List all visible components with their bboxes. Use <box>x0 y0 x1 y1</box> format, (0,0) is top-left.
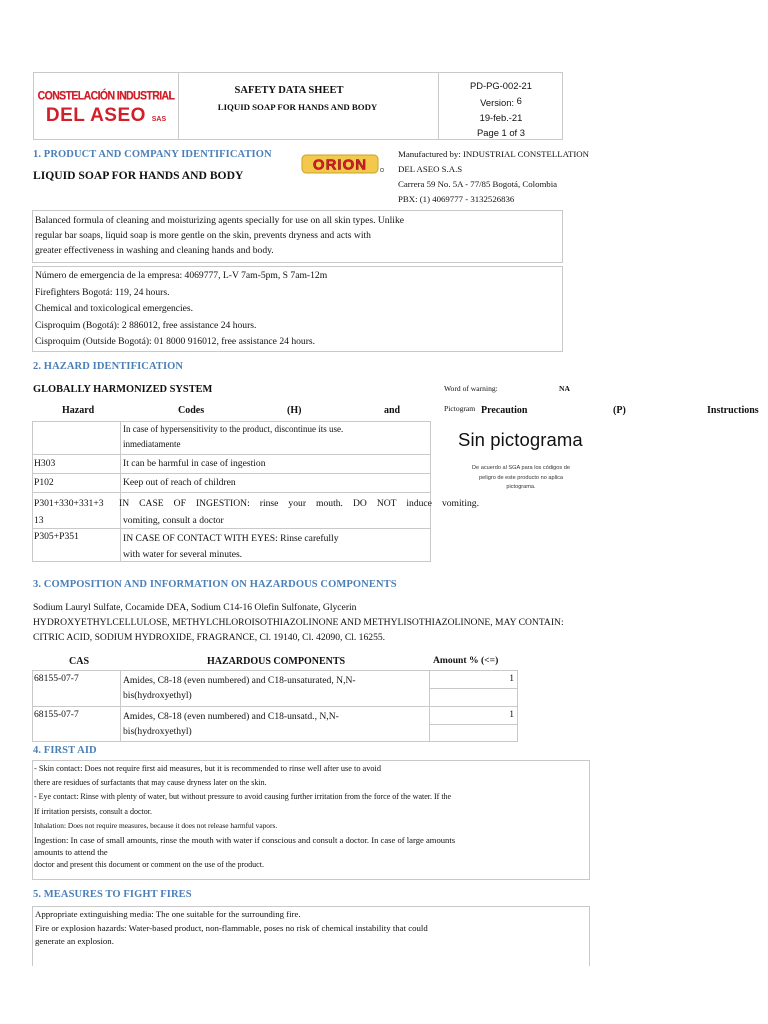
doc-page: Page 1 of 3 <box>477 127 525 138</box>
emergency-line: Cisproquim (Outside Bogotá): 01 8000 916012, free assistance 24 hours. <box>35 336 316 348</box>
warning-label: Word of warning: <box>444 384 498 393</box>
fire-measures-text: Appropriate extinguishing media: The one suitable for the surrounding fire. Fire or explosion hazards: Water-based product, non-flammable, poses no risk of chemical instability that could generate an explosion. <box>35 909 428 947</box>
section-2-heading: 2. HAZARD IDENTIFICATION <box>33 361 184 372</box>
emergency-line: Firefighters Bogotá: 119, 24 hours. <box>35 286 170 298</box>
section-5-heading: 5. MEASURES TO FIGHT FIRES <box>33 889 192 900</box>
doc-date: 19-feb.-21 <box>479 112 523 123</box>
orion-logo <box>301 152 385 176</box>
document-title: SAFETY DATA SHEET <box>234 85 344 96</box>
emergency-line: Cisproquim (Bogotá): 2 886012, free assistance 24 hours. <box>35 319 257 331</box>
hazard-text: Keep out of reach of children <box>123 477 236 488</box>
hazard-row: In case of hypersensitivity to the product, discontinue its use. inmediatamente <box>123 424 344 449</box>
hazard-code: H303 <box>34 458 56 469</box>
first-aid-text: - Skin contact: Does not require first aid measures, but it is recommended to rinse well after use to avoid there are residues of surfactants that may cause dryness later on the skin. - Eye contact: Rinse with plenty of water, but without pressure to avoid causing further irritation from the force of the water. If the If irritation persists, consult a doctor. Inhalation: Does not require measures, because it does not release harmful vapors. Ingestion: In case of small amounts, rinse the mouth with water if conscious and consult a doctor. In case of large amounts amounts to attend the doctor and present this document or comment on the use of the product. <box>34 764 456 870</box>
col-amount: Amount % (<=) <box>433 655 499 666</box>
col-hazardous-components: HAZARDOUS COMPONENTS <box>207 656 346 667</box>
company-logo <box>36 90 176 130</box>
section-3-heading: 3. COMPOSITION AND INFORMATION ON HAZARDOUS COMPONENTS <box>33 579 397 590</box>
manufacturer-line: Carrera 59 No. 5A - 77/85 Bogotá, Colombia <box>398 179 558 189</box>
col-codes: Codes <box>178 405 205 416</box>
doc-code: PD-PG-002-21 <box>469 80 532 91</box>
product-description: Balanced formula of cleaning and moisturizing agents specially for use on all skin types. Unlike regular bar soaps, liquid soap is more gentle on the skin, prevents dryness and acts with greater effectiveness in washing and cleaning hands and body. <box>35 215 404 256</box>
sin-pictograma-title: Sin pictograma <box>458 429 583 450</box>
section-1-heading: 1. PRODUCT AND COMPANY IDENTIFICATION <box>33 149 272 160</box>
emergency-line: Chemical and toxicological emergencies. <box>35 303 194 315</box>
col-h: (H) <box>287 405 302 416</box>
ingredients: Sodium Lauryl Sulfate, Cocamide DEA, Sodium C14-16 Olefin Sulfonate, Glycerin HYDROXYETHYLCELLULOSE, METHYLCHLOROISOTHIAZOLINONE AND METHYLISOTHIAZOLINONE, MAY CONTAIN: CITRIC ACID, SODIUM HYDROXIDE, FRAGRANCE, Cl. 19140, Cl. 42090, Cl. 16255. <box>33 602 564 643</box>
component-name: Amides, C8-18 (even numbered) and C18-unsatd., N,N- bis(hydroxyethyl) <box>123 711 339 737</box>
product-name: LIQUID SOAP FOR HANDS AND BODY <box>33 169 244 182</box>
logo-line1: CONSTELACIÓN INDUSTRIAL <box>37 88 175 103</box>
cas-number: 68155-07-7 <box>34 673 79 684</box>
orion-text: ORION <box>312 156 368 174</box>
manufacturer-line: DEL ASEO S.A.S <box>398 164 463 174</box>
document-control <box>440 78 562 140</box>
emergency-line: Número de emergencia de la empresa: 4069777, L-V 7am-5pm, S 7am-12m <box>35 270 328 281</box>
col-p: (P) <box>613 405 626 416</box>
warning-value: NA <box>559 384 570 393</box>
hazard-text: IN CASE OF INGESTION: rinse your mouth. DO NOT induce vomiting. vomiting, consult a doctor <box>119 498 479 526</box>
section-4-heading: 4. FIRST AID <box>33 745 97 756</box>
hazard-code: P102 <box>34 477 54 488</box>
doc-version: Version: 6 <box>480 95 522 108</box>
col-cas: CAS <box>69 656 90 667</box>
logo-line2: DEL ASEO <box>45 104 146 126</box>
component-amount: 1 <box>509 673 514 684</box>
component-name: Amides, C8-18 (even numbered) and C18-unsaturated, N,N- bis(hydroxyethyl) <box>123 675 356 701</box>
emergency-contacts <box>35 268 327 351</box>
pictogram-label: Pictogram <box>444 404 476 413</box>
col-precaution: Precaution <box>481 405 528 416</box>
logo-suffix: SAS <box>151 115 167 123</box>
hazard-text: It can be harmful in case of ingestion <box>123 458 266 469</box>
manufacturer-info <box>398 147 589 207</box>
component-amount: 1 <box>509 709 514 720</box>
document-subtitle: LIQUID SOAP FOR HANDS AND BODY <box>217 102 378 112</box>
hazard-code: P305+P351 <box>34 531 79 542</box>
manufacturer-line: PBX: (1) 4069777 - 3132526836 <box>398 194 515 204</box>
manufacturer-line: Manufactured by: INDUSTRIAL CONSTELLATION <box>398 149 589 159</box>
sin-pictograma-note: De acuerdo al SGA para los códigos de peligro de este producto no aplica pictograma. <box>472 465 570 490</box>
hazard-text: IN CASE OF CONTACT WITH EYES: Rinse carefully with water for several minutes. <box>123 533 339 560</box>
hazard-code: P301+330+331+3 13 <box>34 498 104 526</box>
ghs-title: GLOBALLY HARMONIZED SYSTEM <box>33 384 213 395</box>
col-and: and <box>384 405 401 416</box>
col-hazard: Hazard <box>62 405 95 416</box>
col-instructions: Instructions <box>707 405 759 416</box>
cas-number: 68155-07-7 <box>34 709 79 720</box>
